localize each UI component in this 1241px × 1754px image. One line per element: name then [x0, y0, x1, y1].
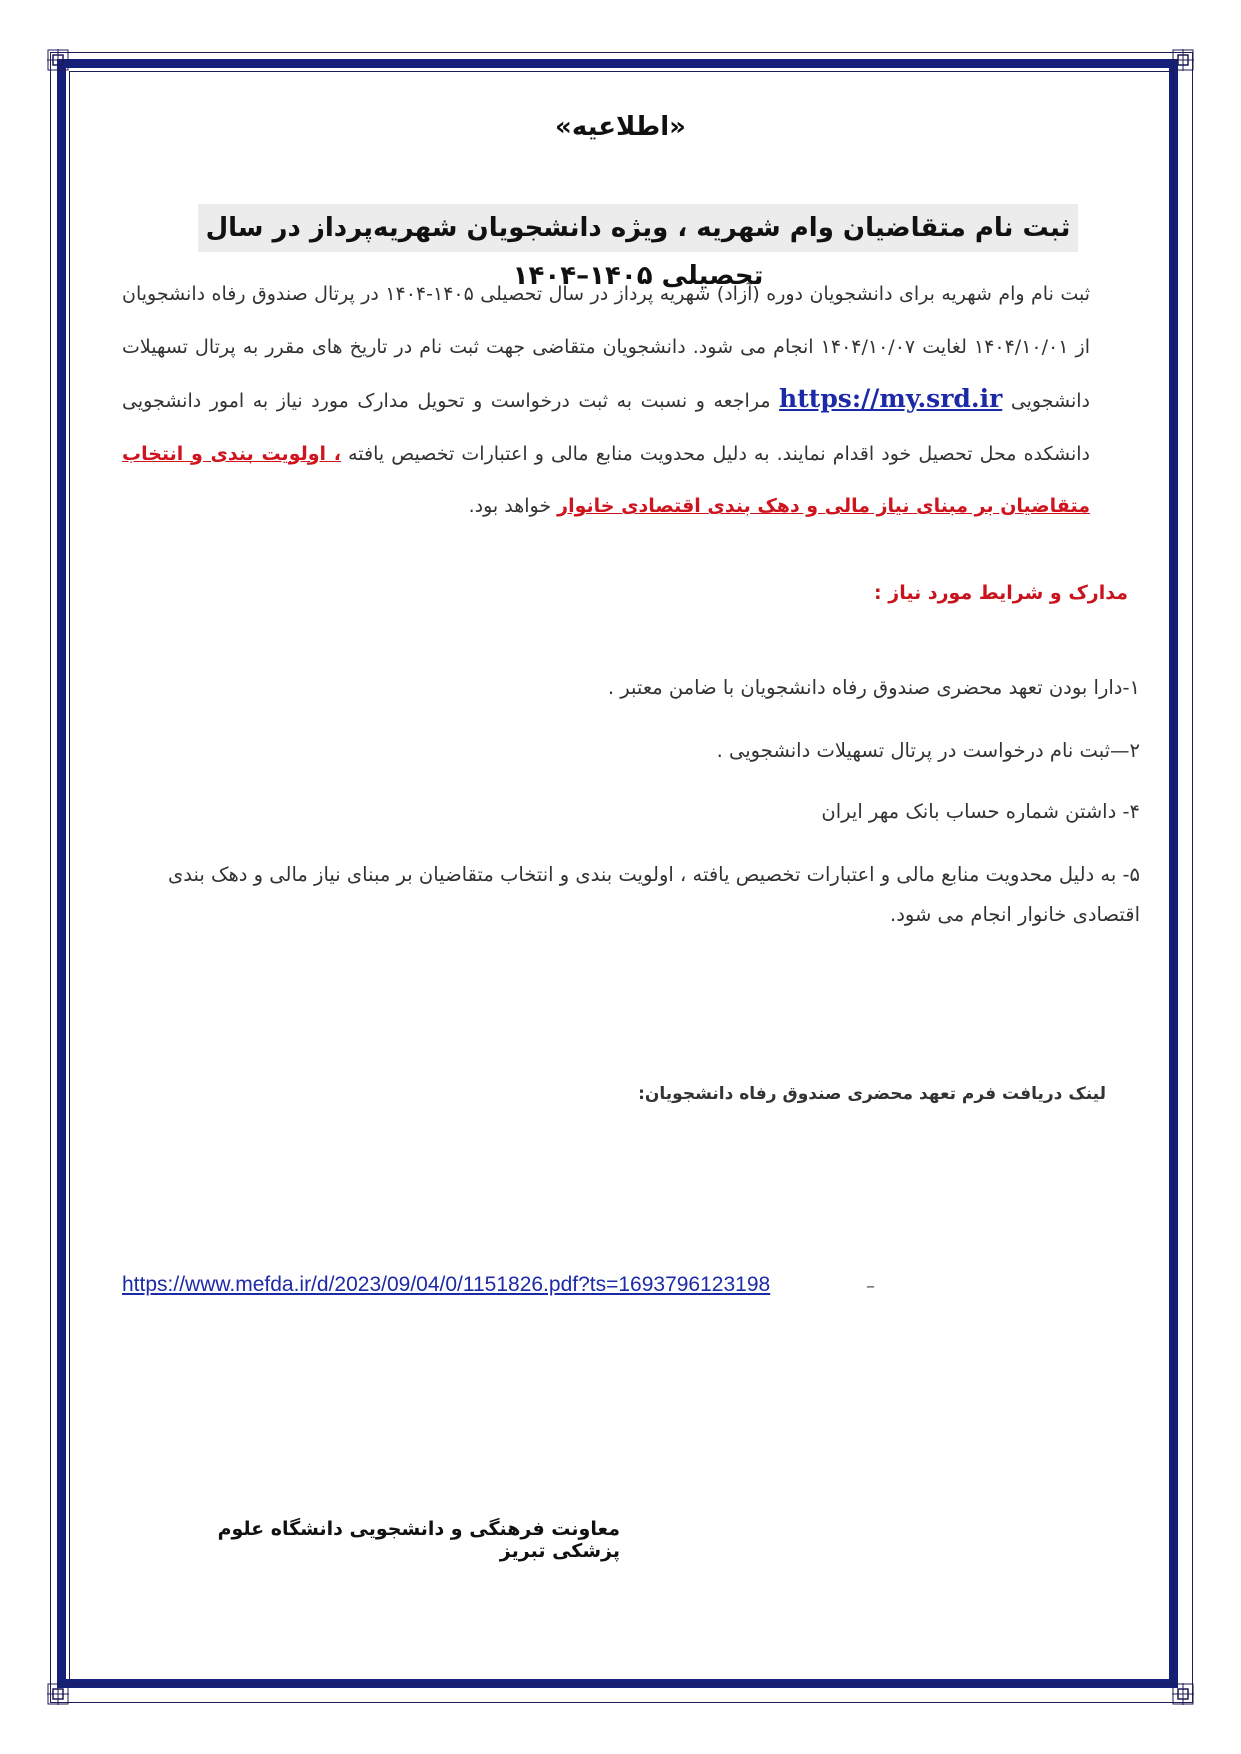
announcement-title: «اطلاعیه» — [555, 112, 686, 142]
intro-text-part2: مراجعه و نسبت به ثبت درخواست و تحویل مدارک مورد نیاز به امور دانشجویی دانشکده محل تحصیل خود اقدام نمایند. به دلیل محدویت منابع مالی و اعتبارات تخصیص یافته — [122, 390, 1090, 465]
requirement-item: ۲—ثبت نام درخواست در پرتال تسهیلات دانشجویی . — [716, 739, 1140, 762]
requirement-item: ۵- به دلیل محدویت منابع مالی و اعتبارات تخصیص یافته ، اولویت بندی و انتخاب متقاضیان بر مبنای نیاز مالی و دهک بندی اقتصادی خانوار انجام می شود. — [168, 863, 1140, 926]
corner-ornament-bottom-left — [47, 1683, 69, 1705]
requirement-item: ۱-دارا بودن تعهد محضری صندوق رفاه دانشجویان با ضامن معتبر . — [607, 676, 1140, 699]
corner-ornament-top-left — [47, 49, 69, 71]
form-download-link[interactable]: https://www.mefda.ir/d/2023/09/04/0/1151826.pdf?ts=1693796123198 — [122, 1273, 771, 1296]
form-link-label: لینک دریافت فرم تعهد محضری صندوق رفاه دانشجویان: — [638, 1084, 1106, 1104]
corner-ornament-top-right — [1172, 49, 1194, 71]
signature-office: معاونت فرهنگی و دانشجویی دانشگاه علوم پزشکی تبریز — [217, 1518, 620, 1562]
intro-text-ending: خواهد بود. — [468, 495, 552, 517]
list-dash: – — [866, 1276, 875, 1297]
announcement-subtitle: ثبت نام متقاضیان وام شهریه ، ویژه دانشجویان شهریه‌پرداز در سال تحصیلی ۱۴۰۵–۱۴۰۴ — [198, 204, 1078, 252]
intro-text-part1: ثبت نام وام شهریه برای دانشجویان دوره (آزاد) شهریه پرداز در سال تحصیلی ۱۴۰۵-۱۴۰۴ در پرتال صندوق رفاه دانشجویان از ۱۴۰۴/۱۰/۰۱ لغایت ۱۴۰۴/۱۰/۰۷ انجام می شود. دانشجویان متقاضی جهت ثبت نام در تاریخ های مقرر به پرتال تسهیلات دانشجویی — [122, 283, 1090, 412]
requirements-heading: مدارک و شرایط مورد نیاز : — [874, 582, 1128, 604]
requirement-item: ۴- داشتن شماره حساب بانک مهر ایران — [821, 800, 1140, 823]
srd-portal-link[interactable]: https://my.srd.ir — [779, 384, 1003, 413]
intro-highlight: ، اولویت بندی و انتخاب متقاضیان بر مبنای نیاز مالی و دهک بندی اقتصادی خانوار — [122, 442, 1090, 517]
intro-paragraph — [122, 268, 1090, 533]
corner-ornament-bottom-right — [1172, 1683, 1194, 1705]
